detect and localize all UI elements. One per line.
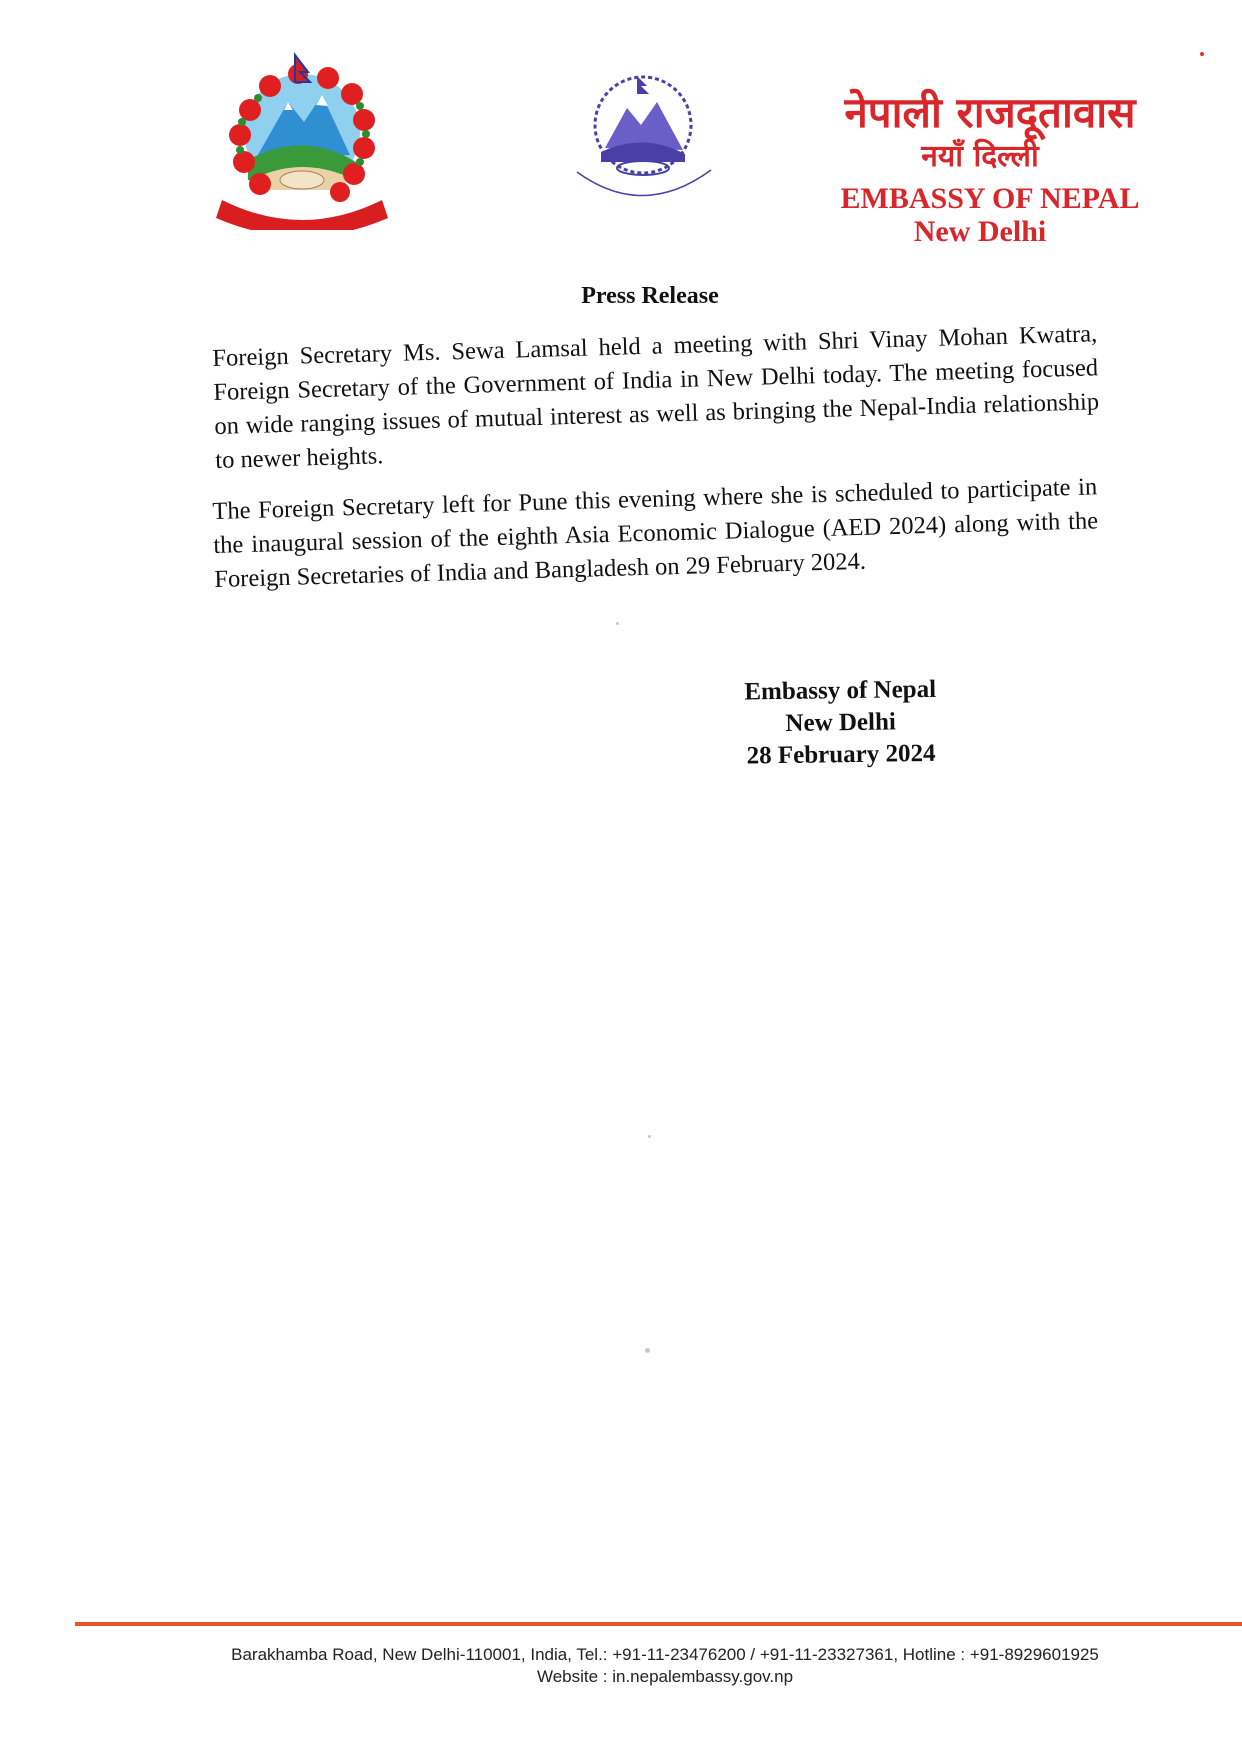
footer-address: Barakhamba Road, New Delhi-110001, India, Tel.: +91-11-23476200 / +91-11-23327361, Hotline : +91-8929601925: [231, 1645, 1099, 1664]
signature-city: New Delhi: [785, 708, 897, 737]
letterhead-nepali-city: नयाँ दिल्ली: [921, 139, 1039, 174]
signature-block: [710, 673, 971, 773]
scan-speck: [648, 1135, 651, 1138]
footer-divider: [75, 1622, 1242, 1626]
letterhead-block: [790, 88, 1190, 248]
nepal-national-emblem: [200, 50, 405, 230]
body-paragraph-1: Foreign Secretary Ms. Sewa Lamsal held a meeting with Shri Vinay Mohan Kwatra, Foreign Secretary of the Government of India in New Delhi today. The meeting focused on wide ranging issues of mutual interest as well as bringing the Nepal-India relationship to newer heights.: [212, 320, 1100, 474]
letterhead-nepali-name: नेपाली राजदूतावास: [844, 88, 1136, 137]
footer: [150, 1644, 1180, 1688]
body-paragraph-2: The Foreign Secretary left for Pune this evening where she is scheduled to participate in the inaugural session of the eighth Asia Economic Dialogue (AED 2024) along with the Foreign Secretaries of India and Bangladesh on 29 February 2024.: [212, 473, 1099, 593]
letterhead-english-name: EMBASSY OF NEPAL: [840, 182, 1140, 215]
footer-website: Website : in.nepalembassy.gov.np: [536, 1667, 794, 1686]
scan-speck: [645, 1348, 650, 1353]
signature-org: Embassy of Nepal: [744, 675, 937, 706]
letterhead-english-city: New Delhi: [913, 215, 1047, 248]
document-title: Press Release: [581, 283, 719, 309]
signature-date: 28 February 2024: [746, 739, 936, 770]
scan-speck: [616, 622, 619, 625]
scan-speck: [1200, 52, 1204, 56]
embassy-seal: [565, 70, 720, 240]
